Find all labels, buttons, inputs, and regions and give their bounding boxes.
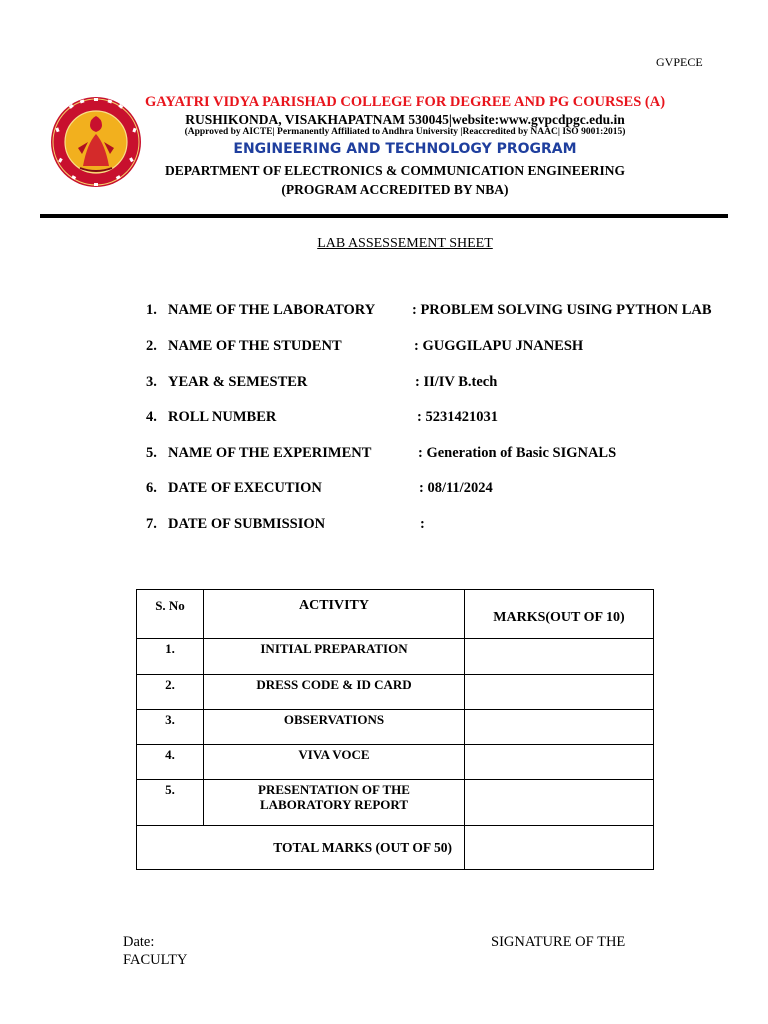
field-value: : 08/11/2024 xyxy=(419,480,493,496)
field-value: : II/IV B.tech xyxy=(415,374,498,390)
college-logo xyxy=(50,96,142,188)
program-title: ENGINEERING AND TECHNOLOGY PROGRAM xyxy=(233,141,577,157)
field-number: 6. xyxy=(146,480,157,496)
row-activity-line: PRESENTATION OF THE xyxy=(258,782,410,797)
approval-line: (Approved by AICTE| Permanently Affiliated to Andhra University |Reaccredited by NAAC| ISO 9001:2015) xyxy=(184,127,626,137)
row-activity xyxy=(204,780,465,826)
field-value: : GUGGILAPU JNANESH xyxy=(414,338,584,354)
field-value: : PROBLEM SOLVING USING PYTHON LAB xyxy=(412,302,712,318)
table-row xyxy=(137,675,654,710)
table-header-row xyxy=(137,590,654,639)
row-activity-line: LABORATORY REPORT xyxy=(259,797,408,812)
row-marks-cell[interactable] xyxy=(465,745,654,780)
row-activity: INITIAL PREPARATION xyxy=(204,639,465,675)
table-total-row xyxy=(137,826,654,870)
field-value: : xyxy=(420,516,425,532)
document-code: GVPECE xyxy=(656,55,703,69)
field-value: : Generation of Basic SIGNALS xyxy=(418,445,617,461)
field-number: 3. xyxy=(146,374,157,390)
header-sno: S. No xyxy=(137,590,204,639)
field-label: YEAR & SEMESTER xyxy=(168,374,308,390)
field-number: 7. xyxy=(146,516,157,532)
faculty-label: FACULTY xyxy=(123,952,188,968)
row-activity: VIVA VOCE xyxy=(204,745,465,780)
field-label: NAME OF THE LABORATORY xyxy=(168,302,376,318)
field-number: 2. xyxy=(146,338,157,354)
row-activity: OBSERVATIONS xyxy=(204,710,465,745)
field-number: 5. xyxy=(146,445,157,461)
accreditation-line: (PROGRAM ACCREDITED BY NBA) xyxy=(281,182,509,197)
total-marks-label: TOTAL MARKS (OUT OF 50) xyxy=(137,826,465,870)
header-divider xyxy=(40,214,728,218)
signature-label: SIGNATURE OF THE xyxy=(491,934,626,950)
row-sno: 1. xyxy=(137,639,204,675)
row-marks-cell[interactable] xyxy=(465,780,654,826)
field-number: 4. xyxy=(146,409,157,425)
field-label: NAME OF THE EXPERIMENT xyxy=(168,445,372,461)
row-sno: 2. xyxy=(137,675,204,710)
row-sno: 5. xyxy=(137,780,204,826)
table-row xyxy=(137,780,654,826)
table-row xyxy=(137,639,654,675)
date-label: Date: xyxy=(123,934,155,950)
header-marks: MARKS(OUT OF 10) xyxy=(465,590,654,639)
row-sno: 4. xyxy=(137,745,204,780)
field-value: : 5231421031 xyxy=(417,409,498,425)
sheet-title: LAB ASSESSEMENT SHEET xyxy=(317,236,493,251)
row-sno: 3. xyxy=(137,710,204,745)
field-label: ROLL NUMBER xyxy=(168,409,277,425)
table-row xyxy=(137,710,654,745)
row-marks-cell[interactable] xyxy=(465,639,654,675)
total-marks-cell[interactable] xyxy=(465,826,654,870)
college-name: GAYATRI VIDYA PARISHAD COLLEGE FOR DEGREE AND PG COURSES (A) xyxy=(144,94,666,110)
row-marks-cell[interactable] xyxy=(465,675,654,710)
assessment-table xyxy=(136,589,654,870)
header-activity: ACTIVITY xyxy=(204,590,465,639)
field-number: 1. xyxy=(146,302,157,318)
field-label: DATE OF EXECUTION xyxy=(168,480,322,496)
table-row xyxy=(137,745,654,780)
department-name: DEPARTMENT OF ELECTRONICS & COMMUNICATION ENGINEERING xyxy=(165,163,625,178)
field-label: NAME OF THE STUDENT xyxy=(168,338,342,354)
row-activity: DRESS CODE & ID CARD xyxy=(204,675,465,710)
college-address: RUSHIKONDA, VISAKHAPATNAM 530045|website:www.gvpcdpgc.edu.in xyxy=(185,112,625,127)
field-label: DATE OF SUBMISSION xyxy=(168,516,326,532)
row-marks-cell[interactable] xyxy=(465,710,654,745)
